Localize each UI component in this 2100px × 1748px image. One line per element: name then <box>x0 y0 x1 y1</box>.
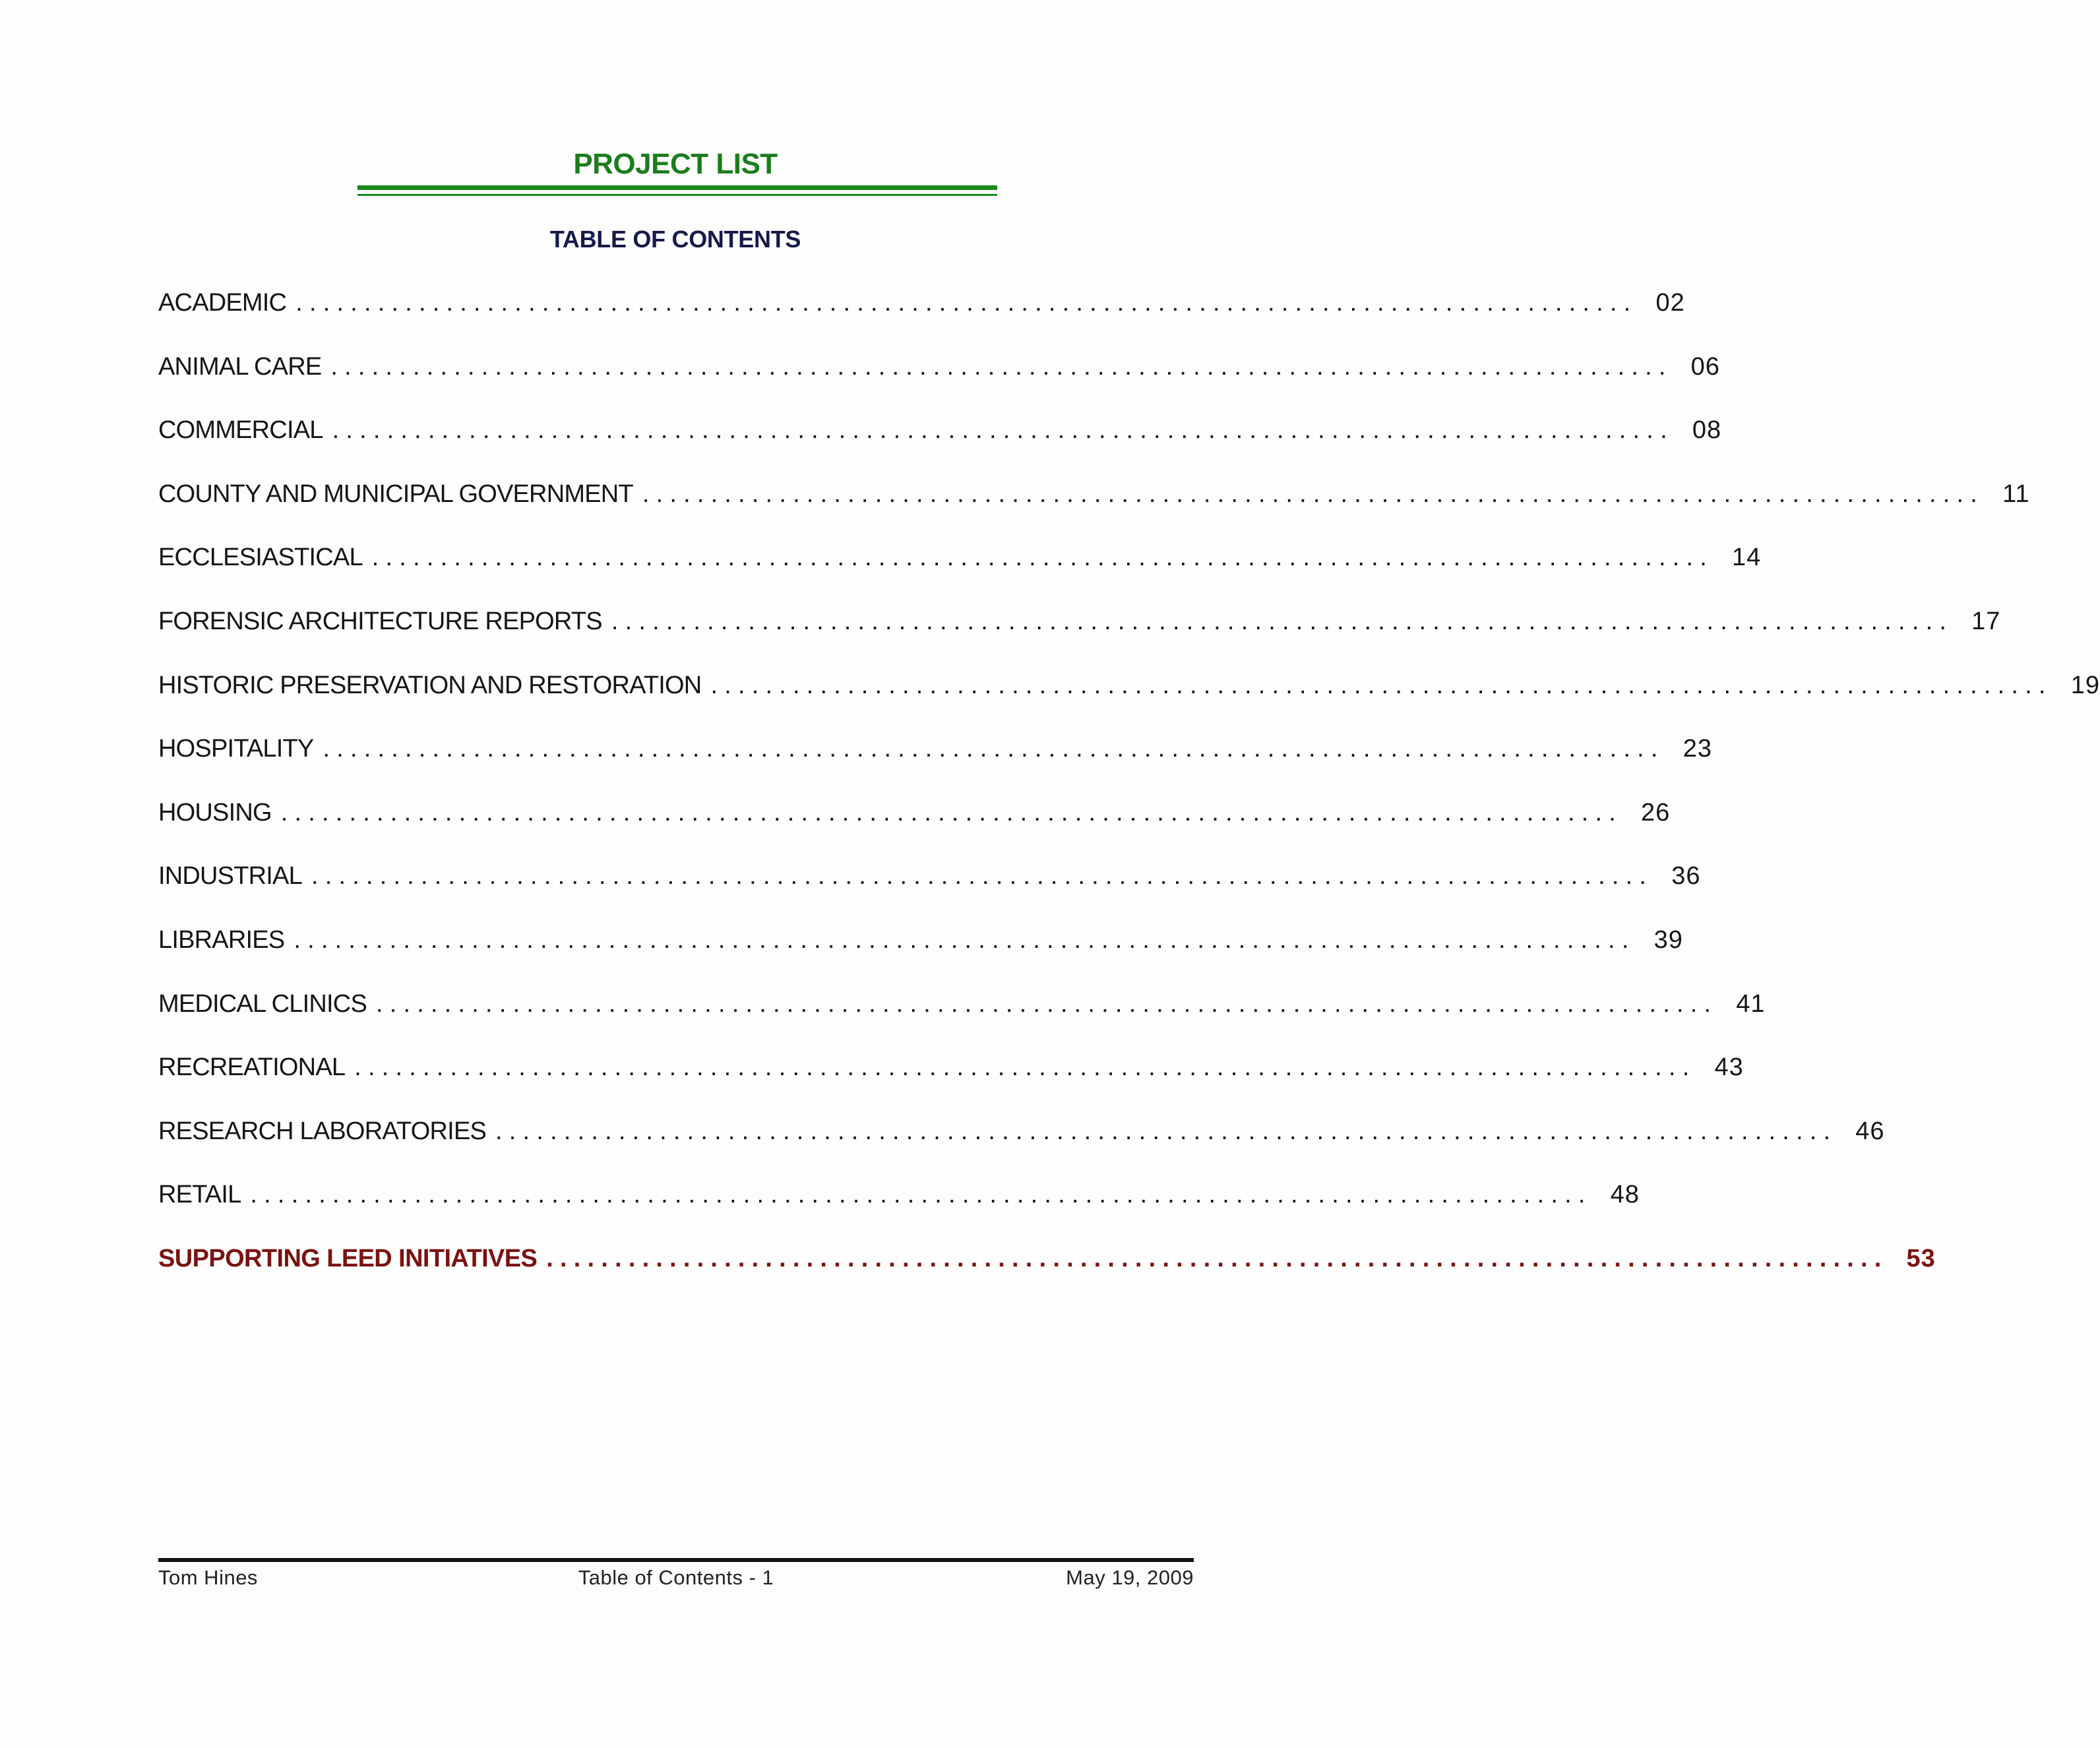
toc-entry-label: HOUSING <box>158 798 272 827</box>
toc-entry-page: 53 <box>1906 1244 1936 1272</box>
page-footer <box>158 1566 1194 1592</box>
toc-entry-label: LIBRARIES <box>158 925 285 954</box>
toc-entry-label: COMMERCIAL <box>158 416 323 445</box>
toc-entry-page: 06 <box>1690 352 1720 381</box>
dot-leader: .................................................................................................. <box>250 1181 1592 1209</box>
toc-entry-label: SUPPORTING LEED INITIATIVES <box>158 1244 538 1272</box>
toc-entry[interactable] <box>158 350 1720 414</box>
footer-author: Tom Hines <box>158 1566 258 1589</box>
toc-entry-page: 48 <box>1610 1181 1640 1209</box>
footer-rule <box>158 1558 1194 1562</box>
dot-leader: .................................................................................................. <box>280 798 1622 827</box>
toc-entry-label: MEDICAL CLINICS <box>158 989 367 1018</box>
page-subtitle: TABLE OF CONTENTS <box>549 226 801 253</box>
dot-leader: .................................................................................................. <box>546 1244 1888 1272</box>
footer-section: Table of Contents - 1 <box>578 1566 774 1589</box>
toc-entry-page: 14 <box>1732 544 1762 572</box>
toc-entry-page: 41 <box>1736 989 1766 1018</box>
dot-leader: .................................................................................................. <box>495 1117 1838 1145</box>
toc-entry-label: HISTORIC PRESERVATION AND RESTORATION <box>158 671 702 699</box>
toc-entry-label: RESEARCH LABORATORIES <box>158 1117 487 1145</box>
toc-entry-label: FORENSIC ARCHITECTURE REPORTS <box>158 607 602 635</box>
toc-entry[interactable] <box>158 540 1762 604</box>
toc-entry[interactable] <box>158 413 1722 477</box>
table-of-contents <box>158 286 2100 1305</box>
dot-leader: .................................................................................................. <box>293 925 1636 954</box>
dot-leader: .................................................................................................. <box>295 289 1638 317</box>
dot-leader: .................................................................................................. <box>332 416 1674 445</box>
toc-entry-page: 43 <box>1714 1053 1744 1082</box>
dot-leader: .................................................................................................. <box>354 1053 1696 1082</box>
toc-entry[interactable] <box>158 286 1685 350</box>
dot-leader: .................................................................................................. <box>323 735 1665 763</box>
toc-entry[interactable] <box>158 923 1683 987</box>
footer-date: May 19, 2009 <box>1066 1566 1194 1589</box>
dot-leader: .................................................................................................. <box>371 544 1714 572</box>
toc-entry-label: ANIMAL CARE <box>158 352 322 381</box>
toc-entry[interactable] <box>158 859 1701 923</box>
toc-entry-label: RETAIL <box>158 1181 241 1209</box>
toc-entry-page: 02 <box>1655 289 1685 317</box>
title-underline-thick <box>357 185 997 190</box>
toc-entry-page: 23 <box>1683 735 1712 763</box>
title-underline-thin <box>357 194 997 196</box>
toc-entry-page: 39 <box>1653 925 1683 954</box>
toc-entry[interactable] <box>158 604 2001 668</box>
page-title: PROJECT LIST <box>573 148 778 180</box>
toc-entry[interactable] <box>158 668 2100 732</box>
toc-entry-page: 11 <box>2002 480 2030 508</box>
toc-entry[interactable] <box>158 987 1766 1051</box>
toc-entry-label: COUNTY AND MUNICIPAL GOVERNMENT <box>158 480 633 508</box>
dot-leader: .................................................................................................. <box>376 989 1718 1018</box>
toc-entry-label: HOSPITALITY <box>158 735 314 763</box>
toc-entry[interactable] <box>158 1050 1744 1114</box>
toc-entry-page: 36 <box>1671 862 1701 890</box>
toc-entry[interactable] <box>158 796 1671 859</box>
toc-entry-label: ACADEMIC <box>158 289 287 317</box>
dot-leader: .................................................................................................. <box>311 862 1653 890</box>
toc-entry-highlighted[interactable] <box>158 1241 1936 1305</box>
toc-entry-page: 46 <box>1855 1117 1885 1145</box>
toc-entry[interactable] <box>158 732 1712 796</box>
dot-leader: .................................................................................................. <box>710 671 2053 699</box>
toc-entry-label: ECCLESIASTICAL <box>158 544 363 572</box>
dot-leader: .................................................................................................. <box>330 352 1673 381</box>
dot-leader: .................................................................................................. <box>642 480 1985 508</box>
toc-entry-label: RECREATIONAL <box>158 1053 346 1082</box>
toc-entry[interactable] <box>158 1114 1885 1178</box>
toc-entry-page: 19 <box>2070 671 2100 699</box>
toc-entry[interactable] <box>158 1177 1640 1241</box>
toc-entry-page: 17 <box>1971 607 2001 635</box>
toc-entry-label: INDUSTRIAL <box>158 862 302 890</box>
dot-leader: .................................................................................................. <box>611 607 1954 635</box>
toc-entry-page: 26 <box>1641 798 1671 827</box>
toc-entry-page: 08 <box>1692 416 1722 445</box>
toc-entry[interactable] <box>158 477 2030 541</box>
